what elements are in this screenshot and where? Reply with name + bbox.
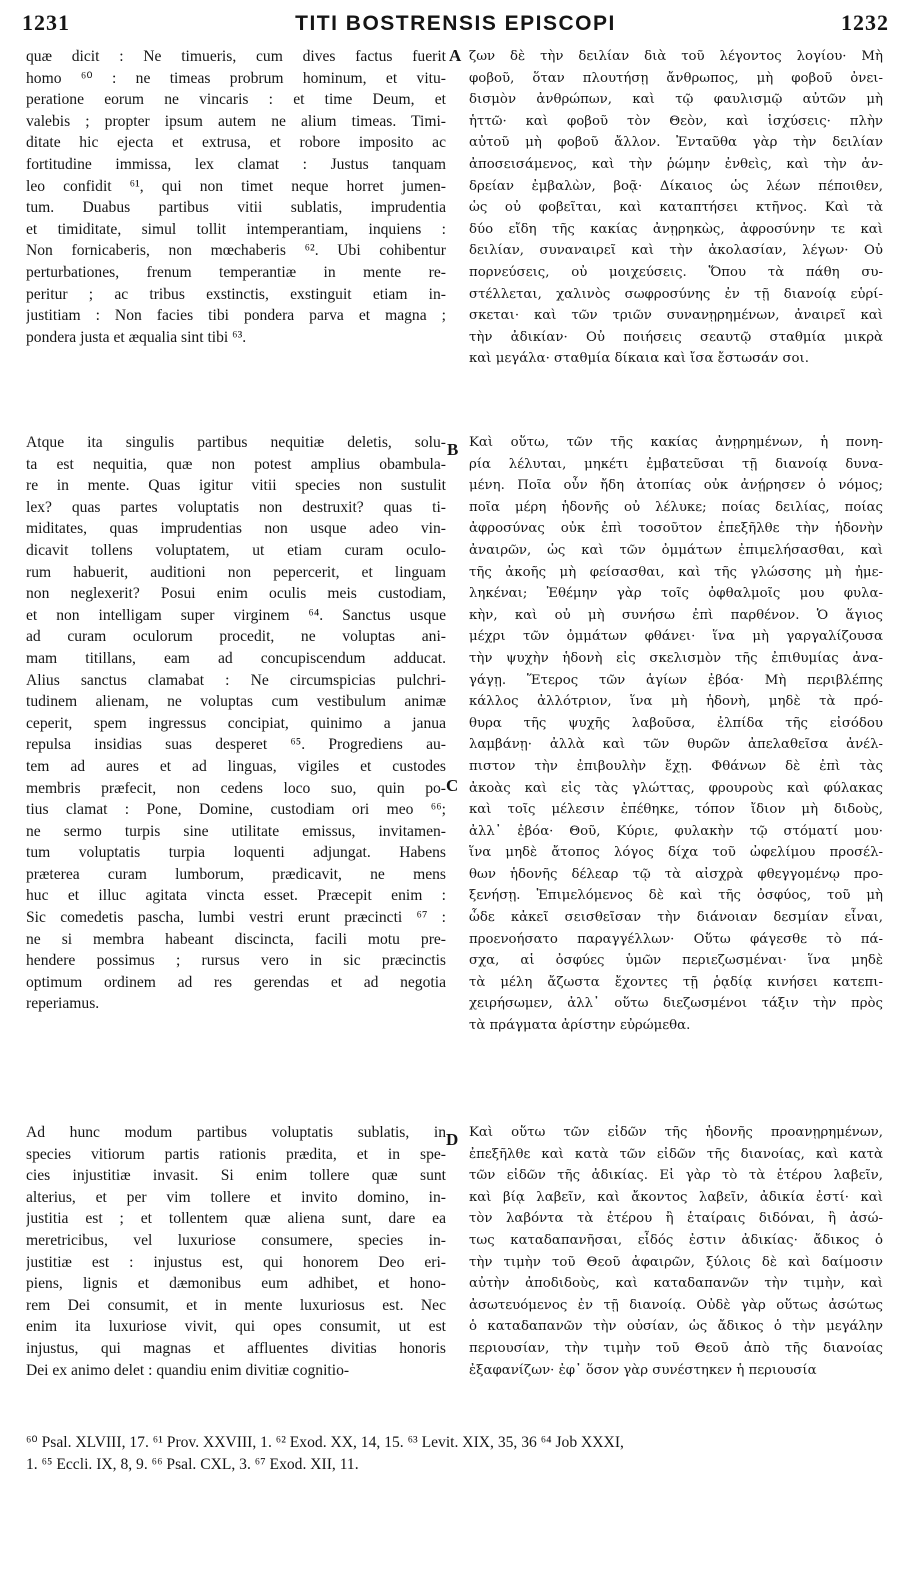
text-line: μένη. Ποῖα οὖν ἤδη ἀτοπίας οὐκ ἀνῄρησεν ὁ νόμος; bbox=[469, 478, 883, 494]
text-line: quæ dicit : Ne timueris, cum dives factus fuerit bbox=[26, 48, 446, 65]
text-line: membris præfecit, non cedens loco suo, quin po- bbox=[26, 779, 446, 797]
text-line: ποῖα μέρη ἡδονῆς οὐ λέλυκε; ποίας δειλίας, ποίας bbox=[469, 499, 883, 515]
text-line: ὧδε κἀκεῖ σεισθεῖσαν τὴν διάνοιαν δεσμίαν εἶναι, bbox=[469, 910, 883, 926]
text-line: leo confidit ⁶¹, qui non timet neque horret jumen- bbox=[26, 177, 446, 195]
text-line: Sic comedetis pascha, lumbi vestri erunt præcincti ⁶⁷ : bbox=[26, 909, 446, 927]
text-line: piens, lignis et dæmonibus eum adhibet, et hono- bbox=[26, 1275, 446, 1293]
text-line: ἀποσεισάμενος, καὶ τὴν ῥώμην ἐνθεὶς, καὶ τὴν ἀν- bbox=[469, 156, 883, 172]
greek-block-a bbox=[469, 46, 883, 370]
text-line: reperiamus. bbox=[26, 995, 100, 1013]
greek-block-b bbox=[469, 432, 883, 1037]
text-line: meretricibus, vel luxuriose consumere, species in- bbox=[26, 1231, 446, 1249]
page-header bbox=[22, 8, 889, 38]
text-line: τὰ μέλη ἄζωστα ἔχοντες τῇ ῥᾳδίᾳ κινήσει κατεπι- bbox=[469, 974, 883, 990]
text-line: καὶ βίᾳ λαβεῖν, καὶ ἄκοντος λαβεῖν, ἀδικία ἐστί· καὶ bbox=[469, 1189, 883, 1205]
text-line: ἐξαφανίζων· ἐφ᾽ ὅσον γὰρ συνέστηκεν ἡ περιουσία bbox=[469, 1362, 817, 1378]
text-line: perturbationes, frenum temperantiæ in mente re- bbox=[26, 263, 446, 281]
text-line: δύο εἴδη τῆς κακίας ἀνῃρηκὼς, ἀφροσύνην τε καὶ bbox=[469, 221, 883, 237]
text-line: ξενήσῃ. Ἐπιμελόμενος δὲ καὶ τῆς ὀσφύος, τοῦ μὴ bbox=[469, 888, 883, 904]
text-line: κάλλος ἀλλότριον, ἵνα μὴ ἡδονὴ, μηδὲ τὰ πρό- bbox=[469, 694, 883, 710]
text-line: ἀφροσύνας οὐκ ἐπὶ τοσοῦτον ἐπεξῆλθε τὴν ἡδονὴν bbox=[469, 521, 883, 537]
text-line: ρία λέλυται, μηκέτι ἐμβατεῦσαι τῇ διανοίᾳ δυνα- bbox=[469, 456, 883, 472]
text-line: σκεται· καὶ τῶν τριῶν συνανῃρημένων, ἀναιρεῖ καὶ bbox=[469, 308, 883, 324]
text-line: Alius sanctus clamabat : Ne circumspicias pulchri- bbox=[26, 671, 446, 689]
text-line: cies injustitiæ invasit. Si enim tollere quæ sunt bbox=[26, 1167, 446, 1185]
text-line: τὰ πράγματα ἀρίστην εὐρώμεθα. bbox=[469, 1018, 691, 1034]
footnotes bbox=[26, 1432, 885, 1476]
text-line: ἀλλ᾽ ἐβόα· Θοῦ, Κύριε, φυλακὴν τῷ στόματί μου· bbox=[469, 823, 883, 839]
text-line: καὶ μεγάλα· σταθμία δίκαια καὶ ἴσα ἔστωσάν σοι. bbox=[469, 351, 809, 367]
text-line: καὶ τοῖς μέλεσιν ἐπέθηκε, τόπον ἴδιον μὴ διδοὺς, bbox=[469, 802, 883, 818]
text-line: πιστον τὴν ἐπιβουλὴν ἔχῃ. Φθάνων δὲ ἐπὶ τὰς bbox=[469, 758, 883, 774]
text-line: περιουσίαν, τὴν τιμὴν τοῦ Θεοῦ ἀπὸ τῆς διανοίας bbox=[469, 1340, 883, 1356]
text-line: repulsa insidias suas desperet ⁶⁵. Progrediens au- bbox=[26, 736, 446, 754]
text-line: ἀκοὰς καὶ εἰς τὰς γλώττας, φρουροὺς καὶ φύλακας bbox=[469, 780, 883, 796]
text-line: Καὶ οὕτω, τῶν τῆς κακίας ἀνῃρημένων, ἡ πονη- bbox=[469, 435, 883, 450]
text-line: γάγῃ. Ἕτερος τῶν ἁγίων ἐβόα· Μὴ περιβλέπης bbox=[469, 672, 883, 688]
text-line: tum voluptatis turpia loquenti adjungat. Habens bbox=[26, 844, 446, 862]
section-marker-b: B bbox=[447, 440, 459, 459]
latin-block-b bbox=[26, 432, 446, 1015]
text-line: optimum ordinem ad res gerendas et ad negotia bbox=[26, 973, 446, 991]
text-line: pondera justa et æqualia sint tibi ⁶³. bbox=[26, 328, 247, 346]
text-line: ne si membra habeant discincta, facili motu pre- bbox=[26, 930, 446, 948]
text-line: τὴν ἀδικίαν· Οὐ ποιήσεις σεαυτῷ σταθμία μικρὰ bbox=[469, 329, 883, 345]
text-line: rem Dei consumit, et in mente luxuriosus est. Nec bbox=[26, 1296, 446, 1314]
text-line: αὐτοῦ μὴ φοβοῦ ἄλλον. Ἐνταῦθα γὰρ τὴν δειλίαν bbox=[469, 135, 883, 151]
text-line: αὐτὴν ἀποδιδοὺς, καὶ καταδαπανῶν τὴν τιμὴν, καὶ bbox=[469, 1276, 883, 1292]
text-line: hendere possimus ; rursus vero in sic præcinctis bbox=[26, 952, 446, 970]
footnote-line: 1. ⁶⁵ Eccli. IX, 8, 9. ⁶⁶ Psal. CXL, 3. ⁶⁷ Exod. XII, 11. bbox=[26, 1456, 359, 1473]
text-line: ad curam oculorum procedit, ne voluptas ani- bbox=[26, 628, 446, 646]
section-marker-c: C bbox=[446, 776, 459, 795]
text-line: ἀναιρῶν, ὡς καὶ τῶν ὀμμάτων ἐπιμελήσασθαι, καὶ bbox=[469, 542, 883, 558]
section-marker-a: A bbox=[449, 46, 462, 65]
text-line: προενοήσατο παραγγέλλων· Οὕτω φάγεσθε τὸ πά- bbox=[469, 931, 883, 947]
text-line: valebis ; propter ipsum autem ne alium timeas. Timi- bbox=[26, 112, 446, 130]
text-line: Καὶ οὕτω τῶν εἰδῶν τῆς ἡδονῆς προανῃρημένων, bbox=[469, 1125, 883, 1140]
text-line: et non intelligam super virginem ⁶⁴. Sanctus usque bbox=[26, 606, 446, 624]
text-line: ἵνα μηδὲ ἄτοπος λόγος δίχα τοῦ ὠφελίμου προσέλ- bbox=[469, 845, 883, 861]
latin-block-a bbox=[26, 46, 446, 348]
text-line: species vitiorum partis rationis prædita, et in spe- bbox=[26, 1145, 446, 1163]
text-line: lex? quas partes voluptatis non destruxit? quas ti- bbox=[26, 498, 446, 516]
text-line: fortitudine immissa, lex clamat : Justus tanquam bbox=[26, 155, 446, 173]
section-marker-d: D bbox=[446, 1130, 459, 1149]
text-line: huc et illuc agitata vincta esset. Præcepit enim : bbox=[26, 887, 446, 905]
text-line: non neglexerit? Posui enim oculis meis custodiam, bbox=[26, 585, 446, 603]
text-line: mam titillans, eam ad concupiscendum adducat. bbox=[26, 649, 446, 667]
text-line: injustus, qui magnas et affluentes divitias honoris bbox=[26, 1339, 446, 1357]
text-line: δρείαν ἐμβαλὼν, βοᾷ· Δίκαιος ὡς λέων πέποιθεν, bbox=[469, 178, 883, 194]
running-title: TITI BOSTRENSIS EPISCOPI bbox=[295, 12, 616, 35]
text-line: ἐπεξῆλθε καὶ κατὰ τῶν εἰδῶν τῆς διανοίας, καὶ κατὰ bbox=[469, 1146, 883, 1162]
text-line: Atque ita singulis partibus nequitiæ deletis, solu- bbox=[26, 434, 446, 451]
right-page-number: 1232 bbox=[841, 10, 889, 35]
text-line: τὴν ψυχὴν ἡδονὴ εἰς σκελισμὸν τῆς ἐπιθυμίας ἀνα- bbox=[469, 650, 883, 666]
text-line: justitia est ; et tollentem quæ aliena sunt, dare ea bbox=[26, 1210, 446, 1228]
text-line: rum habuerit, auditioni non pepercerit, et linguam bbox=[26, 563, 446, 581]
footnote-line: ⁶⁰ Psal. XLVIII, 17. ⁶¹ Prov. XXVIII, 1. ⁶² Exod. XX, 14, 15. ⁶³ Levit. XIX, 35, 36 ⁶⁴ Job XXXI, bbox=[26, 1434, 624, 1451]
text-line: peritur ; ac tribus exstinctis, exstinguit etiam in- bbox=[26, 285, 446, 303]
text-line: ὡς οὐ φοβεῖται, καὶ καταπτήσει κτῆνος. Καὶ τὰ bbox=[469, 200, 883, 216]
text-line: tudinem alienam, ne voluptas cum vestibulum animæ bbox=[26, 693, 446, 711]
text-line: τὸν λαβόντα τὰ ἑτέρου ἢ ἑταίραις διδόναι, ἢ ἀσώ- bbox=[469, 1211, 883, 1227]
text-line: miditates, quas imprudentias non usque adeo vin- bbox=[26, 520, 446, 538]
text-line: τῶν εἰδῶν τῆς ἀδικίας. Εἰ γὰρ τὸ τὰ ἑτέρου λαβεῖν, bbox=[469, 1168, 883, 1184]
text-line: homo ⁶⁰ : ne timeas probrum hominum, et vitu- bbox=[26, 69, 446, 87]
text-line: tius clamat : Pone, Domine, custodiam ori meo ⁶⁶; bbox=[26, 801, 446, 819]
text-line: φοβοῦ, ὅταν πλουτήσῃ ἄνθρωπος, μὴ φοβοῦ ὀνει- bbox=[469, 70, 883, 86]
text-line: στέλλεται, χαλινὸς σωφροσύνης ἐν τῇ διανοίᾳ εὑρί- bbox=[469, 286, 883, 302]
text-line: ἀσωτευόμενος ἐν τῇ διανοίᾳ. Οὐδὲ γὰρ οὕτως ἀσώτως bbox=[469, 1297, 883, 1313]
text-line: ὁ καταδαπανῶν τὴν οὐσίαν, ὡς ἄδικος ὁ τὴν μεγάλην bbox=[469, 1319, 883, 1335]
latin-block-d bbox=[26, 1122, 446, 1381]
text-line: tum. Duabus partibus vitii sublatis, imprudentia bbox=[26, 199, 446, 217]
text-line: præterea curam lumborum, prædicavit, ne mens bbox=[26, 865, 446, 883]
left-page-number: 1231 bbox=[22, 10, 70, 35]
text-line: τῆς ἀκοῆς μὴ φείσασθαι, καὶ τῆς γλώσσης μὴ ἠμε- bbox=[469, 564, 883, 580]
text-line: χειρήσωμεν, ἀλλ᾽ οὕτω διεζωσμένοι τάξιν τὴν πρὸς bbox=[469, 996, 883, 1012]
text-line: μέχρι τῶν ὀμμάτων φθάνει· ἵνα μὴ γαργαλίζουσα bbox=[469, 629, 883, 645]
text-line: justitiæ est : injustus est, qui honorem Deo eri- bbox=[26, 1253, 446, 1271]
text-line: θων ἡδονῆς δέλεαρ τῷ τὰ αἰσχρὰ φθεγγομένῳ προ- bbox=[469, 866, 883, 882]
text-line: λαμβάνῃ· ἀλλὰ καὶ τῶν θυρῶν ἀπελαθεῖσα ἀνέλ- bbox=[469, 737, 883, 753]
text-line: ζων δὲ τὴν δειλίαν διὰ τοῦ λέγοντος λογίου· Μὴ bbox=[469, 49, 883, 64]
text-line: alterius, et per vim tollere et invito domino, in- bbox=[26, 1188, 446, 1206]
text-line: σχα, αἱ ὀσφύες ὑμῶν περιεζωσμέναι· ἵνα μηδὲ bbox=[469, 953, 883, 969]
text-line: δισμὸν ἀνθρώπων, καὶ τῷ φαυλισμῷ αὐτῶν μὴ bbox=[469, 92, 883, 108]
text-line: ἡττῶ· καὶ φοβοῦ τὸν Θεὸν, καὶ ἰσχύσεις· πλὴν bbox=[469, 113, 883, 129]
text-line: ditate hic ejecta et extrusa, et robore imposito ac bbox=[26, 134, 446, 152]
text-line: Dei ex animo delet : quandiu enim divitiæ cognitio- bbox=[26, 1361, 350, 1379]
text-line: τως καταδαπανῆσαι, εἶδός ἐστιν ἀδικίας· ἄδικος ὁ bbox=[469, 1232, 883, 1248]
text-line: tem ad aures et ad linguas, vigiles et custodes bbox=[26, 757, 446, 775]
text-line: κὴν, καὶ οὐ μὴ συνήσω ἐπὶ παρθένον. Ὁ ἅγιος bbox=[469, 607, 883, 623]
text-line: ληκέναι; Ἐθέμην γὰρ τοῖς ὀφθαλμοῖς μου φυλα- bbox=[469, 586, 883, 602]
text-line: justitiam : Non facies tibi pondera parva et magna ; bbox=[26, 307, 446, 325]
text-line: Ad hunc modum partibus voluptatis sublatis, in bbox=[26, 1124, 446, 1141]
text-line: πορνεύσεις, οὐ μοιχεύσεις. Ὅπου τὰ πάθη συ- bbox=[469, 264, 883, 280]
text-line: ne sermo turpis sine utilitate emissus, invitamen- bbox=[26, 822, 446, 840]
text-line: δειλίαν, συναναιρεῖ καὶ τὴν ἀκολασίαν, λέγων· Οὐ bbox=[469, 243, 883, 259]
text-line: enim ita luxuriose vivit, qui opes consumit, ut est bbox=[26, 1318, 446, 1336]
greek-block-d bbox=[469, 1122, 883, 1381]
text-line: τὴν τιμὴν τοῦ Θεοῦ ἀφαιρῶν, ξύλοις δὲ καὶ δαίμοσιν bbox=[469, 1254, 883, 1270]
text-line: θυρα τῆς ψυχῆς λαβοῦσα, ἐλπίδα τῆς εἰσόδου bbox=[469, 715, 883, 731]
text-line: ta est nequitia, quæ non potest amplius obambula- bbox=[26, 455, 446, 473]
text-line: Non fornicaberis, non mœchaberis ⁶². Ubi cohibentur bbox=[26, 242, 446, 260]
text-line: ceperit, spem ingressus concipiat, quinimo a janua bbox=[26, 714, 446, 732]
text-line: re in mente. Quas igitur vitii species non sustulit bbox=[26, 477, 446, 495]
text-line: dicavit tollens voluptatem, ut etiam curam oculo- bbox=[26, 541, 446, 559]
text-line: peratione eorum ne vincaris : et time Deum, et bbox=[26, 91, 446, 109]
text-line: et timiditate, simul tollit intemperantiam, inquiens : bbox=[26, 220, 446, 238]
